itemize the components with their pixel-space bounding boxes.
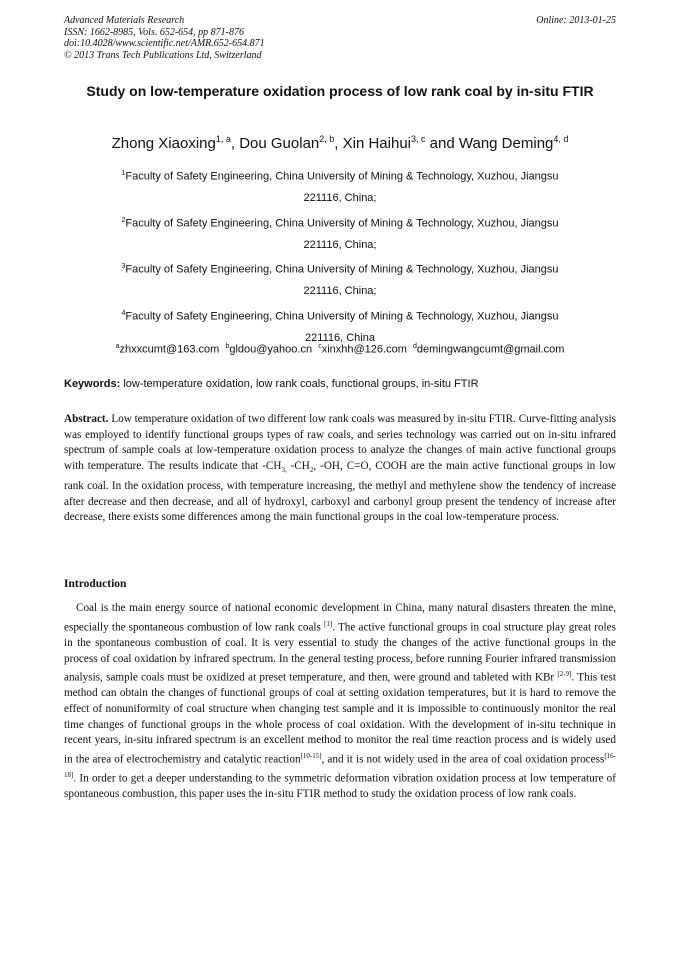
author-affil-mark: 2, b: [319, 134, 335, 144]
author-affil-mark: 4, d: [553, 134, 569, 144]
email-list: [64, 339, 616, 358]
keywords: [64, 376, 616, 392]
email-address[interactable]: xinxhh@126.com: [321, 343, 407, 356]
abstract-label: Abstract.: [64, 413, 109, 425]
affiliation-text: Faculty of Safety Engineering, China University of Mining & Technology, Xuzhou, Jiangsu: [125, 310, 559, 323]
keywords-label: Keywords:: [64, 378, 121, 390]
email-mark: b: [225, 343, 230, 350]
affiliation-mark: 2: [121, 216, 126, 224]
body-text: , and it is not widely used in the area of coal oxidation process: [321, 753, 605, 766]
citation: [10-15]: [300, 751, 322, 760]
affiliation-line: 221116, China;: [303, 192, 377, 205]
affiliation-mark: 3: [121, 263, 126, 271]
email-address[interactable]: gldou@yahoo.cn: [229, 343, 313, 356]
email-mark: c: [318, 343, 322, 350]
abstract-subscript: 3,: [281, 466, 287, 475]
citation: [2-9]: [557, 670, 572, 679]
author-name: Dou Guolan: [239, 135, 320, 152]
abstract-text: Low temperature oxidation of two different low rank coals was measured by in-situ FTIR. Curve-fitting analysis was employed to identify functional groups types of raw coals, and series technology was carried out on in-situ infrared spectrum of sample coals at low-temperature oxidation process to analyze the changes of main active functional groups with temperature. The results indicate that -CH: [64, 413, 617, 473]
abstract-text: -CH: [286, 460, 310, 473]
affiliation-text: Faculty of Safety Engineering, China University of Mining & Technology, Xuzhou, Jiangsu: [125, 170, 559, 183]
issn-line: ISSN: 1662-8985, Vols. 652-654, pp 871-876: [64, 26, 244, 38]
affiliation-mark: 1: [121, 170, 126, 177]
journal-header: [64, 15, 616, 61]
body-text: . In order to get a deeper understanding to the symmetric deformation vibration oxidation process at low temperature of spontaneous combustion, this paper uses the in-situ FTIR method to study the oxidation process of low rank coals.: [64, 772, 616, 801]
online-date: Online: 2013-01-25: [536, 15, 616, 26]
affiliation-line: 221116, China;: [303, 238, 377, 251]
doi-line: doi:10.4028/www.scientific.net/AMR.652-654.871: [64, 38, 265, 49]
citation: [1]: [324, 619, 333, 628]
author-name: Zhong Xiaoxing: [111, 135, 216, 152]
affiliation-line: [64, 163, 616, 188]
citation: [16-18]: [64, 751, 616, 780]
affiliation-line: 221116, China;: [303, 285, 377, 298]
keywords-text: low-temperature oxidation, low rank coals, functional groups, in-situ FTIR: [123, 378, 479, 390]
body-text: . The active functional groups in coal structure play great roles in the spontaneous combustion of coal. It is very essential to study the changes of the active functional groups in the process of coal oxidation by infrared spectrum. In the general testing process, before running Fourier infrared transmission analysis, sample coals must be oxidized at preset temperature, and then, were ground and tableted with KBr: [64, 621, 616, 684]
author-list: [64, 129, 616, 154]
author-affil-mark: 3, c: [411, 134, 426, 144]
body-text: Coal is the main energy source of national economic development in China, many natural disasters threaten the mine, especially the spontaneous combustion of low rank coals: [64, 602, 616, 634]
section-heading-introduction: Introduction: [64, 578, 127, 590]
email-mark: a: [115, 343, 120, 350]
affiliation-list: [64, 163, 616, 350]
author-name: Xin Haihui: [342, 135, 411, 152]
author-affil-mark: 1, a: [215, 134, 231, 144]
email-mark: d: [412, 343, 417, 350]
affiliation-text: Faculty of Safety Engineering, China University of Mining & Technology, Xuzhou, Jiangsu: [125, 263, 559, 276]
introduction-paragraph: [64, 601, 616, 803]
affiliation-line: [64, 210, 616, 235]
author-separator: ,: [334, 135, 343, 152]
author-name: Wang Deming: [458, 135, 554, 152]
copyright-line: © 2013 Trans Tech Publications Ltd, Switzerland: [64, 49, 262, 61]
affiliation-line: 221116, China: [305, 332, 375, 345]
affiliation-mark: 4: [121, 309, 126, 317]
abstract: [64, 412, 616, 526]
affiliation-line: [64, 303, 616, 328]
paper-title: Study on low-temperature oxidation process of low rank coal by in-situ FTIR: [86, 83, 594, 99]
affiliation-text: Faculty of Safety Engineering, China University of Mining & Technology, Xuzhou, Jiangsu: [125, 217, 559, 230]
author-separator: and: [425, 135, 459, 152]
body-text: . This test method can obtain the changes of functional groups of coal at setting oxidation temperatures, but it is hard to remove the effect of nonuniformity of coal structure when changing test sample and it is impossible to continuously monitor the real time changes of functional groups in the whole process of coal oxidation. With the development of in-situ technique in recent years, in-situ infrared spectrum is an excellent method to monitor the real time reaction process and is widely used in the area of electrochemistry and catalytic reaction: [64, 671, 616, 766]
email-address[interactable]: demingwangcumt@gmail.com: [416, 343, 565, 356]
abstract-text: , -OH, C=O, COOH are the main active functional groups in low rank coal. In the oxidation process, with temperature increasing, the methyl and methylene show the tendency of increase after decrease and then decrease, and all of hydroxyl, carboxyl and carbonyl group present the tendency of increase after decrease, there exists some differences among the main functional groups in the coal low-temperature process.: [64, 460, 616, 524]
email-address[interactable]: zhxxcumt@163.com: [119, 343, 220, 356]
author-separator: ,: [230, 135, 240, 152]
affiliation-line: [64, 256, 616, 281]
journal-name: Advanced Materials Research: [64, 15, 185, 26]
abstract-subscript: 2: [309, 466, 314, 475]
